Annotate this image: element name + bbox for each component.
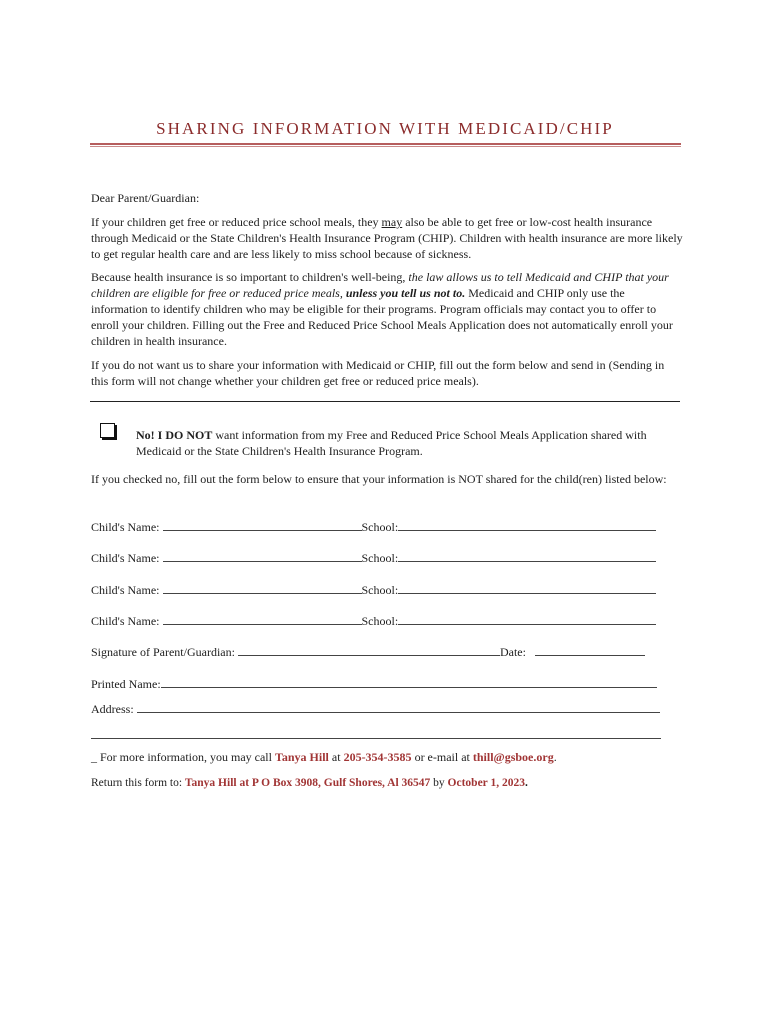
contact-info: _ For more information, you may call Tanya Hill at 205-354-3585 or e-mail at thill@gsboe.org. (91, 750, 557, 764)
school-label: School: (361, 551, 399, 565)
greeting: Dear Parent/Guardian: (91, 191, 200, 205)
address-field[interactable] (137, 701, 660, 713)
signature-field[interactable] (238, 644, 500, 656)
address-row (91, 701, 660, 717)
law-italic: the law allows us to tell Medicaid and CHIP that your children are eligible for free or reduced price meals, (91, 270, 669, 300)
school-label: School: (361, 614, 399, 628)
child-row-1 (91, 519, 656, 535)
address-field-line-2[interactable] (91, 738, 661, 739)
child-name-label: Child's Name: (91, 520, 160, 534)
school-label: School: (361, 520, 399, 534)
may-underlined: may (381, 215, 403, 229)
date-field[interactable] (535, 644, 645, 656)
printed-name-field[interactable] (161, 676, 657, 688)
title-rule-thin (90, 146, 681, 147)
school-field[interactable] (398, 582, 656, 594)
child-row-2 (91, 550, 656, 566)
return-date: October 1, 2023 (447, 777, 525, 789)
optout-statement: No! I DO NOT want information from my Free and Reduced Price School Meals Application shared with Medicaid or the State Children's Health Insurance Program. (136, 428, 647, 458)
child-name-field[interactable] (163, 519, 362, 531)
printed-name-row (91, 676, 657, 692)
unless-bold: unless you tell us not to. (345, 286, 466, 300)
date-label: Date: (499, 645, 526, 659)
signature-label: Signature of Parent/Guardian: (91, 645, 235, 659)
paragraph-4: If you checked no, fill out the form below to ensure that your information is NOT shared for the child(ren) listed below: (91, 472, 667, 486)
page-title: SHARING INFORMATION WITH MEDICAID/CHIP (156, 119, 614, 138)
printed-name-label: Printed Name: (91, 677, 161, 691)
section-divider (90, 401, 680, 402)
paragraph-1: If your children get free or reduced price school meals, they may also be able to get free or low-cost health insurance through Medicaid or the State Children's Health Insurance Program (CHIP). Children with health insurance are more likely to get regular health care and are less likely to miss school because of sickness. (91, 215, 683, 261)
paragraph-2: Because health insurance is so important to children's well-being, the law allows us to tell Medicaid and CHIP that your children are eligible for free or reduced price meals, unless you tell us not to. Medicaid and CHIP only use the information to identify children who may be eligible for their programs. Program officials may contact you to offer to enroll your children. Filling out the Free and Reduced Price School Meals Application does not automatically enroll your children in health insurance. (91, 270, 673, 348)
school-field[interactable] (398, 613, 656, 625)
child-name-field[interactable] (163, 582, 362, 594)
contact-phone: 205-354-3585 (343, 750, 412, 764)
school-label: School: (361, 583, 399, 597)
child-name-label: Child's Name: (91, 551, 160, 565)
child-row-3 (91, 582, 656, 598)
child-name-label: Child's Name: (91, 614, 160, 628)
school-field[interactable] (398, 550, 656, 562)
contact-name: Tanya Hill (274, 750, 329, 764)
address-label: Address: (91, 702, 134, 716)
child-name-field[interactable] (163, 613, 362, 625)
return-address: Tanya Hill at P O Box 3908, Gulf Shores, Al 36547 (184, 777, 431, 789)
school-field[interactable] (398, 519, 656, 531)
child-row-4 (91, 613, 656, 629)
contact-email[interactable]: thill@gsboe.org (472, 750, 554, 764)
title-rule (90, 143, 681, 145)
optout-checkbox[interactable] (100, 423, 115, 438)
child-name-label: Child's Name: (91, 583, 160, 597)
paragraph-3: If you do not want us to share your information with Medicaid or CHIP, fill out the form below and send in (Sending in this form will not change whether your children get free or reduced price meals). (91, 358, 665, 388)
return-instructions: Return this form to: Tanya Hill at P O Box 3908, Gulf Shores, Al 36547 by October 1, 2023. (91, 777, 528, 789)
signature-row (91, 644, 645, 660)
child-name-field[interactable] (163, 550, 362, 562)
